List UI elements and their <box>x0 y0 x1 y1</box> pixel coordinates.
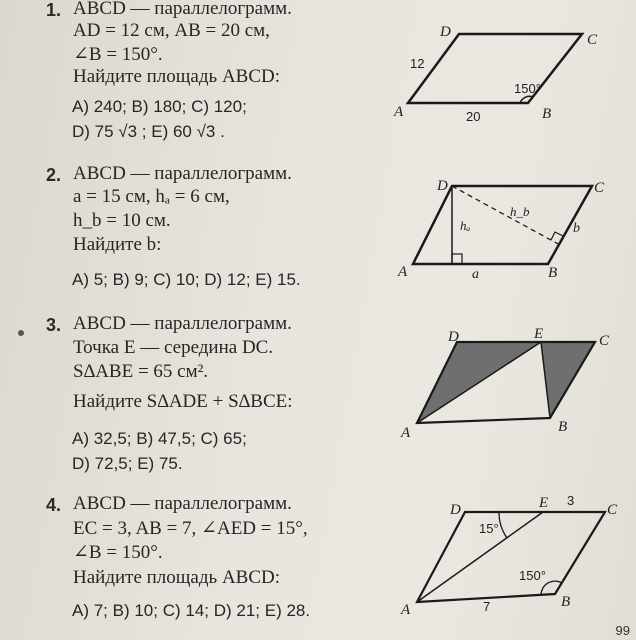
problem-text-line: ∠B = 150°. <box>73 542 163 563</box>
vertex-label-d: D <box>450 502 461 518</box>
parallelogram-figure-4 <box>395 490 625 618</box>
problem-text-line: AD = 12 см, AB = 20 см, <box>73 20 270 41</box>
margin-mark <box>18 330 24 336</box>
segment-length-ec: 3 <box>567 493 575 508</box>
problem-text-line: Найдите площадь ABCD: <box>73 66 281 87</box>
problem-text-line: ABCD — параллелограмм. <box>73 313 292 334</box>
parallelogram-shape <box>413 186 592 264</box>
segment-length-ab: 7 <box>483 599 491 614</box>
problem-text-line: h_b = 10 см. <box>73 210 171 231</box>
problem-text-line: EC = 3, AB = 7, ∠AED = 15°, <box>73 518 308 539</box>
vertex-label-a: A <box>398 264 408 280</box>
vertex-label-d: D <box>437 178 448 194</box>
problem-text-line: ABCD — параллелограмм. <box>73 163 292 184</box>
side-length-label: 12 <box>410 56 425 71</box>
problem-number: 3. <box>46 315 62 335</box>
answer-options: A) 7; B) 10; C) 14; D) 21; E) 28. <box>72 601 311 620</box>
parallelogram-figure-2 <box>380 170 610 285</box>
vertex-label-a: A <box>401 425 411 441</box>
problem-text-line: a = 15 см, hₐ = 6 см, <box>73 186 230 207</box>
problem-text-line: ABCD — параллелограмм. <box>73 0 292 19</box>
problem-number: 2. <box>46 165 62 185</box>
problem-number: 4. <box>46 495 62 515</box>
vertex-label-c: C <box>599 333 610 349</box>
answer-options: D) 75 √3 ; E) 60 √3 . <box>72 122 225 141</box>
vertex-label-d: D <box>440 24 451 40</box>
answer-options: A) 5; B) 9; C) 10; D) 12; E) 15. <box>72 270 301 289</box>
angle-label: 150° <box>514 81 541 96</box>
height-label-ha: hₐ <box>460 218 471 233</box>
problem-text-line: S∆ABE = 65 см². <box>73 361 209 382</box>
parallelogram-figure-3 <box>395 325 620 440</box>
angle-arc <box>499 512 507 538</box>
answer-options: A) 32,5; B) 47,5; C) 65; <box>72 429 247 448</box>
side-length-label: 20 <box>466 109 481 124</box>
right-angle-mark <box>452 254 462 264</box>
angle-label-b: 150° <box>519 568 546 583</box>
parallelogram-figure-1 <box>380 20 610 130</box>
angle-label-e: 15° <box>479 521 499 536</box>
problem-number: 1. <box>46 0 62 20</box>
parallelogram-shape <box>408 34 582 103</box>
vertex-label-c: C <box>587 32 598 48</box>
side-label-a: a <box>472 267 479 282</box>
problem-text-line: ABCD — параллелограмм. <box>73 493 292 514</box>
problem-text-line: Найдите b: <box>73 234 162 255</box>
vertex-label-b: B <box>542 106 552 122</box>
height-hb <box>452 186 560 245</box>
problem-text-line: Найдите площадь ABCD: <box>73 567 281 588</box>
vertex-label-b: B <box>561 594 571 610</box>
vertex-label-c: C <box>594 180 605 196</box>
parallelogram-shape <box>417 512 605 602</box>
problem-text-line: ∠B = 150°. <box>73 44 163 65</box>
answer-options: A) 240; B) 180; C) 120; <box>72 97 247 116</box>
point-label-e: E <box>539 495 549 511</box>
vertex-label-d: D <box>448 329 459 345</box>
vertex-label-a: A <box>394 104 404 120</box>
vertex-label-b: B <box>548 265 558 281</box>
problem-text-line: Точка E — середина DC. <box>73 337 274 358</box>
vertex-label-c: C <box>607 502 618 518</box>
problem-text-line: Найдите S∆ADE + S∆BCE: <box>73 391 293 412</box>
side-label-b: b <box>573 221 580 236</box>
vertex-label-b: B <box>558 419 568 435</box>
height-label-hb: h_b <box>510 204 530 219</box>
answer-options: D) 72,5; E) 75. <box>72 454 183 473</box>
point-label-e: E <box>534 326 544 342</box>
page-number: 99 <box>615 623 630 638</box>
vertex-label-a: A <box>401 602 411 618</box>
